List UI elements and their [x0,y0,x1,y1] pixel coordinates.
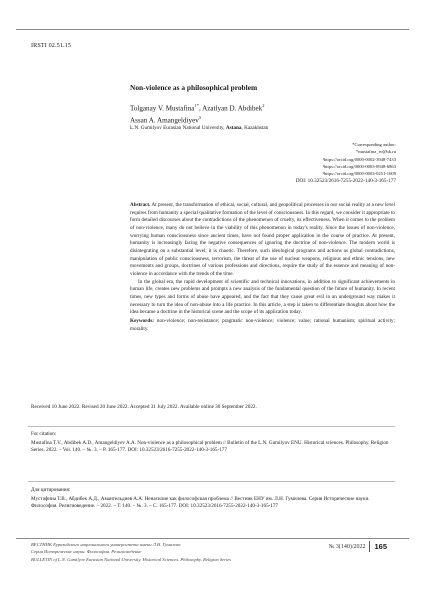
doi-link[interactable]: DOI: 10.32523/2616-7255-2022-140-3-165-177 [295,178,396,185]
affiliation-country: , Kazakhstan [241,125,269,131]
author-affil-mark: 2 [262,103,265,108]
citation-ru [31,487,395,511]
abstract-section [130,202,395,333]
citation-divider-top [28,426,395,427]
orcid-link-1[interactable]: ¹https://orcid.org/0000-0002-3948-7433 [322,156,396,162]
footer-journal-ru: ВЕСТНИК Еуразийского национального университета имени Л.Н. Гумилева [31,542,181,547]
author-separator: , [198,104,203,113]
issue-number: № 3(140)/2022 [328,543,366,550]
citation-ru-label: Для цитирования: [31,487,71,493]
keywords-label: Keywords: [130,317,154,324]
page-number: 165 [374,542,387,551]
abstract-paragraph-2: In the global era, the rapid development of scientific and technical innovations, in addition to significant achievements in human life, creates new problems and prompts a new analysis of the fundamental question of the future of humanity. In recent times, new types and forms of abuse have appeared, and the fact that they cause great evil in an underground way makes it necessary to turn the idea of non-abuse into a life practice. In this article, a step is taken to differentiate thoughts about how the idea became a doctrine in the historical scene and the scope of its application today. [130,278,395,316]
corresponding-email-link[interactable]: *mustafina_tv@bk.ru [355,149,396,155]
abstract-paragraph-1 [130,202,395,279]
page-info-divider [369,541,370,552]
citation-en [31,431,395,455]
correspondence-block [296,141,396,185]
citation-en-label: For citation: [31,431,57,437]
footer-series-ru: Серия Исторические науки. Философия. Религиоведение [31,549,142,555]
orcid-link-2[interactable]: ²https://orcid.org/0000-0003-8948-6863 [322,163,396,169]
citation-divider-middle [28,481,395,482]
author-list [130,101,264,126]
abstract-text: At present, the transformation of ethical, social, cultural, and geopolitical processes in our social reality at a new level requires from humanity a special qualitative formation of the level of consciousness. In this regard, we consider it appropriate to form detailed discourses about the contradictions of the phenomenon of cruelty, its effectiveness. When it comes to the problem of non-violence, many do not believe in the viability of this phenomenon in today's reality. Since the issues of non-violence, worrying human consciousness since ancient times, have not found proper application in the course of practice. At present, humanity is increasingly facing the negative consequences of ignoring the doctrine of non-violence. The modern world is disintegrating on a substantial level, it is chaotic. Therefore, such ideological programs and actions as global contradictions, manipulation of public consciousness, terrorism, the threat of the use of nuclear weapons, religious and ethnic tensions, new movements and groups, doctrines of various professions and directions, require the study of the essence and meaning of non-violence in accordance with the trends of the time. [130,202,395,277]
affiliation-university: L.N. Gumilyov Eurasian National University, [130,125,226,131]
keywords-text: non-violence; non-resistance; pragmatic non-violence; violence; value; rational humanism; spiritual activity; morality. [130,317,395,332]
affiliation [130,125,268,131]
author-name: Azatlyan D. Abdibek [202,104,263,113]
article-title: Non-violence as a philosophical problem [130,83,258,92]
affiliation-city: Astana [225,125,242,131]
author-line-1 [130,101,264,113]
top-rule [16,29,409,30]
author-name: Tolganay V. Mustafina [130,104,195,113]
corresponding-author-label: *Corresponding author: [352,142,396,147]
author-affil-mark: 1* [194,103,199,108]
abstract-label: Abstract. [130,202,151,208]
article-dates: Received 10 June 2022. Revised 20 June 2022. Accepted 31 July 2022. Available online 30 September 2022. [31,404,257,410]
footer-journal-en: BULLETIN of L.N. Gumilyov Eurasian National University. Historical Sciences. Philosophy. Religion Series [31,556,232,562]
page-info [329,541,387,552]
orcid-link-3[interactable]: ³https://orcid.org/0000-0003-0251-1609 [322,171,396,177]
author-line-2 [130,113,264,125]
citation-en-text: Mustafina T.V., Abdibek A.D., Amangeldiyev A.A. Non-violence as a philosophical problem // Bulletin of the L.N. Gumilyov ENU. Historical sciences. Philosophy. Religion Series. 2022. – Vol. 140. – №. 3. – P. 165-177. DOI: 10.32523/2616-7255-2022-140-3-165-177 [31,439,389,454]
author-name: Assan A. Amangeldiyev [130,116,199,125]
author-affil-mark: 3 [198,115,202,121]
footer-rule [16,538,409,539]
citation-ru-text: Мустафина Т.В., Абдибек А.Д., Амангельдиев А.А. Ненасилие как философская проблема // Вестник ЕНУ им. Л.Н. Гумилева. Серия Исторические науки. Философия. Религиоведение. – 2022. – Т. 140. – №. 3. – С. 165-177. DOI: 10.32523/2616-7255-2022-140-3-165-177 [31,495,370,510]
journal-footer [31,541,231,563]
irsti-code: IRSTI 02.51.15 [31,42,72,49]
keywords-line [130,318,395,333]
